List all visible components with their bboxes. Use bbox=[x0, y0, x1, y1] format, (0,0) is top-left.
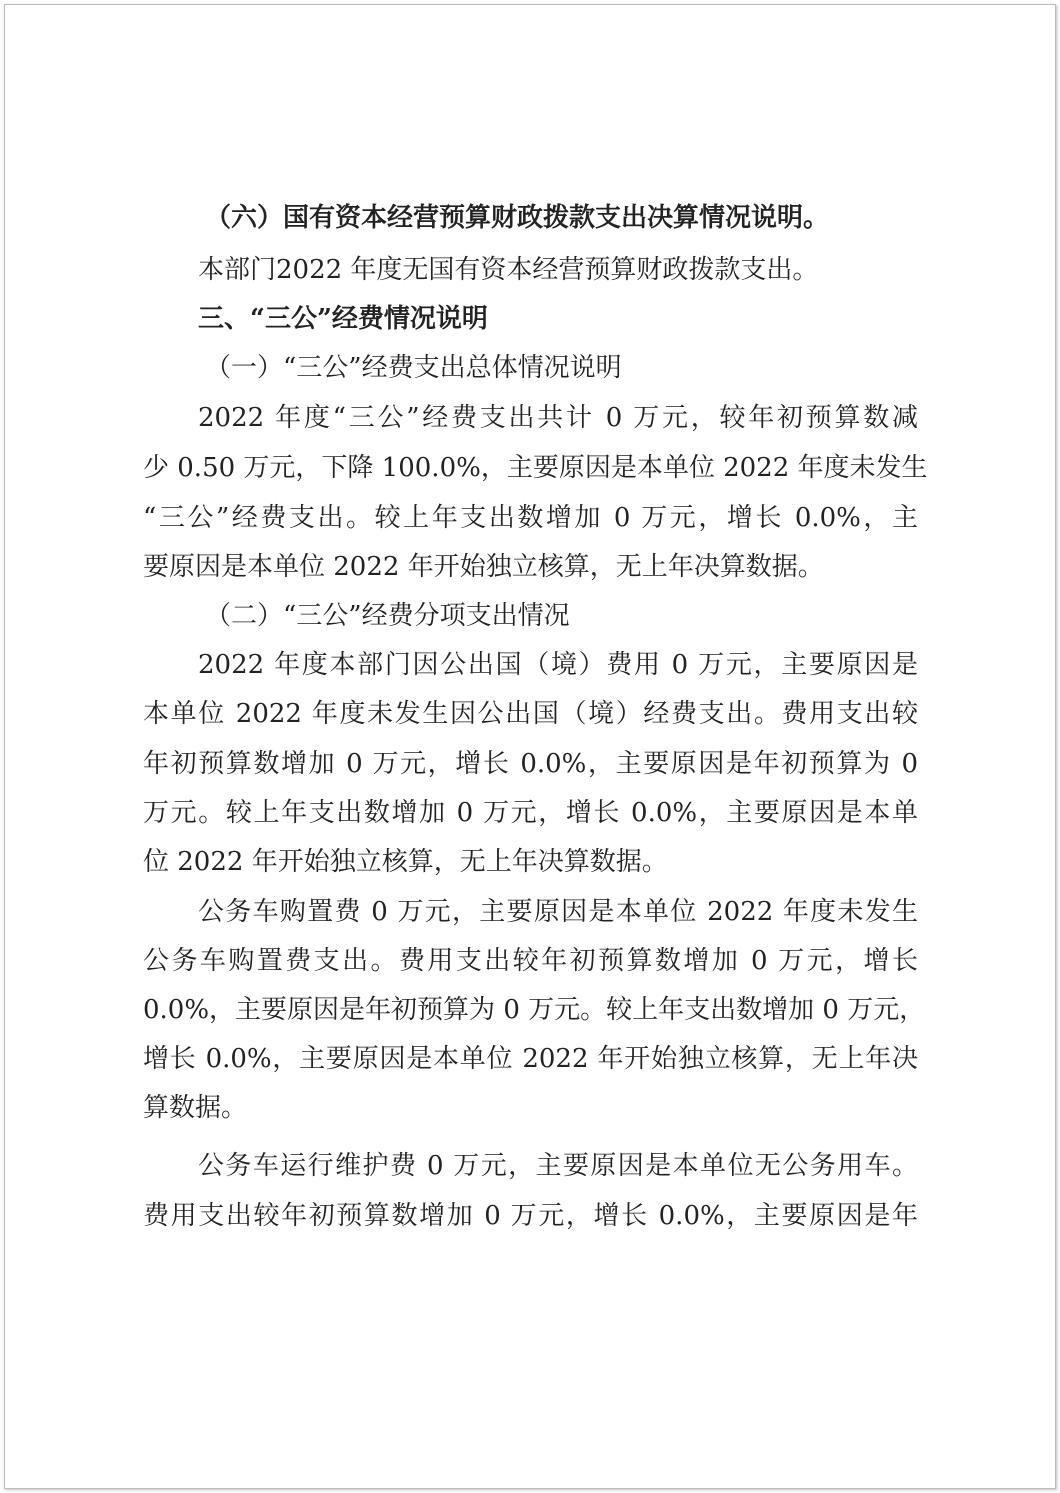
subsection-heading-1: （一）“三公”经费支出总体情况说明 bbox=[205, 353, 622, 383]
paragraph-line: 2022 年度本部门因公出国（境）费用 0 万元，主要原因是 bbox=[198, 650, 918, 680]
paragraph-line: 年初预算数增加 0 万元，增长 0.0%，主要原因是年初预算为 0 bbox=[143, 749, 918, 779]
section-heading-3: 三、“三公”经费情况说明 bbox=[198, 304, 488, 334]
paragraph-line: 本部门2022 年度无国有资本经营预算财政拨款支出。 bbox=[198, 255, 819, 285]
paragraph-line: 2022 年度“三公”经费支出共计 0 万元，较年初预算数减 bbox=[198, 403, 918, 433]
paragraph-line: “三公”经费支出。较上年支出数增加 0 万元，增长 0.0%，主 bbox=[143, 503, 918, 533]
paragraph-line: 本单位 2022 年度未发生因公出国（境）经费支出。费用支出较 bbox=[143, 699, 918, 729]
paragraph-line: 公务车运行维护费 0 万元，主要原因是本单位无公务用车。 bbox=[198, 1151, 918, 1181]
section-heading-6: （六）国有资本经营预算财政拨款支出决算情况说明。 bbox=[205, 203, 830, 233]
paragraph-line: 0.0%，主要原因是年初预算为 0 万元。较上年支出数增加 0 万元， bbox=[143, 995, 926, 1025]
paragraph-line: 少 0.50 万元，下降 100.0%，主要原因是本单位 2022 年度未发生 bbox=[143, 453, 928, 483]
paragraph-line: 位 2022 年开始独立核算，无上年决算数据。 bbox=[143, 847, 668, 877]
paragraph-line: 万元。较上年支出数增加 0 万元，增长 0.0%，主要原因是本单 bbox=[143, 798, 918, 828]
paragraph-line: 公务车购置费支出。费用支出较年初预算数增加 0 万元，增长 bbox=[143, 946, 918, 976]
paragraph-line: 要原因是本单位 2022 年开始独立核算，无上年决算数据。 bbox=[143, 552, 824, 582]
paragraph-line: 公务车购置费 0 万元，主要原因是本单位 2022 年度未发生 bbox=[198, 897, 918, 927]
paragraph-line: 增长 0.0%，主要原因是本单位 2022 年开始独立核算，无上年决 bbox=[143, 1044, 918, 1074]
subsection-heading-2: （二）“三公”经费分项支出情况 bbox=[205, 601, 570, 631]
paragraph-line: 算数据。 bbox=[143, 1093, 248, 1123]
paragraph-line: 费用支出较年初预算数增加 0 万元，增长 0.0%，主要原因是年 bbox=[143, 1201, 918, 1231]
